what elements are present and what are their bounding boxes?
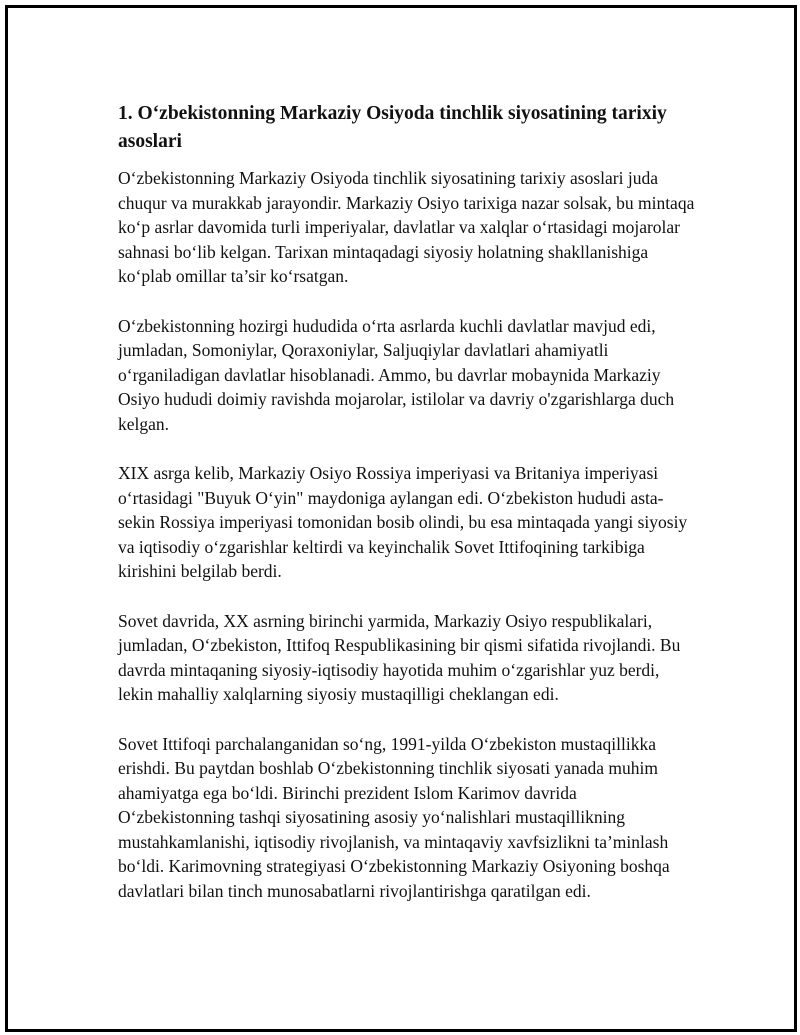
page-frame (5, 5, 797, 1032)
paragraph-4: Sovet davrida, XX asrning birinchi yarmida, Markaziy Osiyo respublikalari, jumladan, O‘zbekiston, Ittifoq Respublikasining bir qismi sifatida rivojlandi. Bu davrda mintaqaning siyosiy-iqtisodiy hayotida muhim o‘zgarishlar yuz berdi, lekin mahalliy xalqlarning siyosiy mustaqilligi cheklangan edi. (118, 610, 681, 704)
paragraph-5: Sovet Ittifoqi parchalanganidan so‘ng, 1991-yilda O‘zbekiston mustaqillikka erishdi. Bu paytdan boshlab O‘zbekistonning tinchlik siyosati yanada muhim ahamiyatga ega bo‘ldi. Birinchi prezident Islom Karimov davrida O‘zbekistonning tashqi siyosatining asosiy yo‘nalishlari mustaqillikning mustahkamlanishi, iqtisodiy rivojlanish, va mintaqaviy xavfsizlikni ta’minlash bo‘ldi. Karimovning strategiyasi O‘zbekistonning Markaziy Osiyoning boshqa davlatlari bilan tinch munosabatlarni rivojlantirishga qaratilgan edi. (118, 733, 670, 901)
section-title: 1. O‘zbekistonning Markaziy Osiyoda tinchlik siyosatining tarixiy asoslari (118, 103, 667, 152)
paragraph-2: O‘zbekistonning hozirgi hududida o‘rta asrlarda kuchli davlatlar mavjud edi, jumladan, Somoniylar, Qoraxoniylar, Saljuqiylar davlatlari ahamiyatli o‘rganiladigan davlatlar hisoblanadi. Ammo, bu davrlar mobaynida Markaziy Osiyo hududi doimiy ravishda mojarolar, istilolar va davriy o'zgarishlarga duch kelgan. (118, 315, 675, 434)
document-body (118, 100, 696, 928)
paragraph-3: XIX asrga kelib, Markaziy Osiyo Rossiya imperiyasi va Britaniya imperiyasi o‘rtasidagi "Buyuk O‘yin" maydoniga aylangan edi. O‘zbekiston hududi asta-sekin Rossiya imperiyasi tomonidan bosib olindi, bu esa mintaqada yangi siyosiy va iqtisodiy o‘zgarishlar keltirdi va keyinchalik Sovet Ittifoqining tarkibiga kirishini belgilab berdi. (118, 463, 688, 581)
paragraph-1: O‘zbekistonning Markaziy Osiyoda tinchlik siyosatining tarixiy asoslari juda chuqur va murakkab jarayondir. Markaziy Osiyo tarixiga nazar solsak, bu mintaqa ko‘p asrlar davomida turli imperiyalar, davlatlar va xalqlar o‘rtasidagi mojarolar sahnasi bo‘lib kelgan. Tarixan mintaqadagi siyosiy holatning shakllanishiga ko‘plab omillar ta’sir ko‘rsatgan. (118, 168, 695, 286)
